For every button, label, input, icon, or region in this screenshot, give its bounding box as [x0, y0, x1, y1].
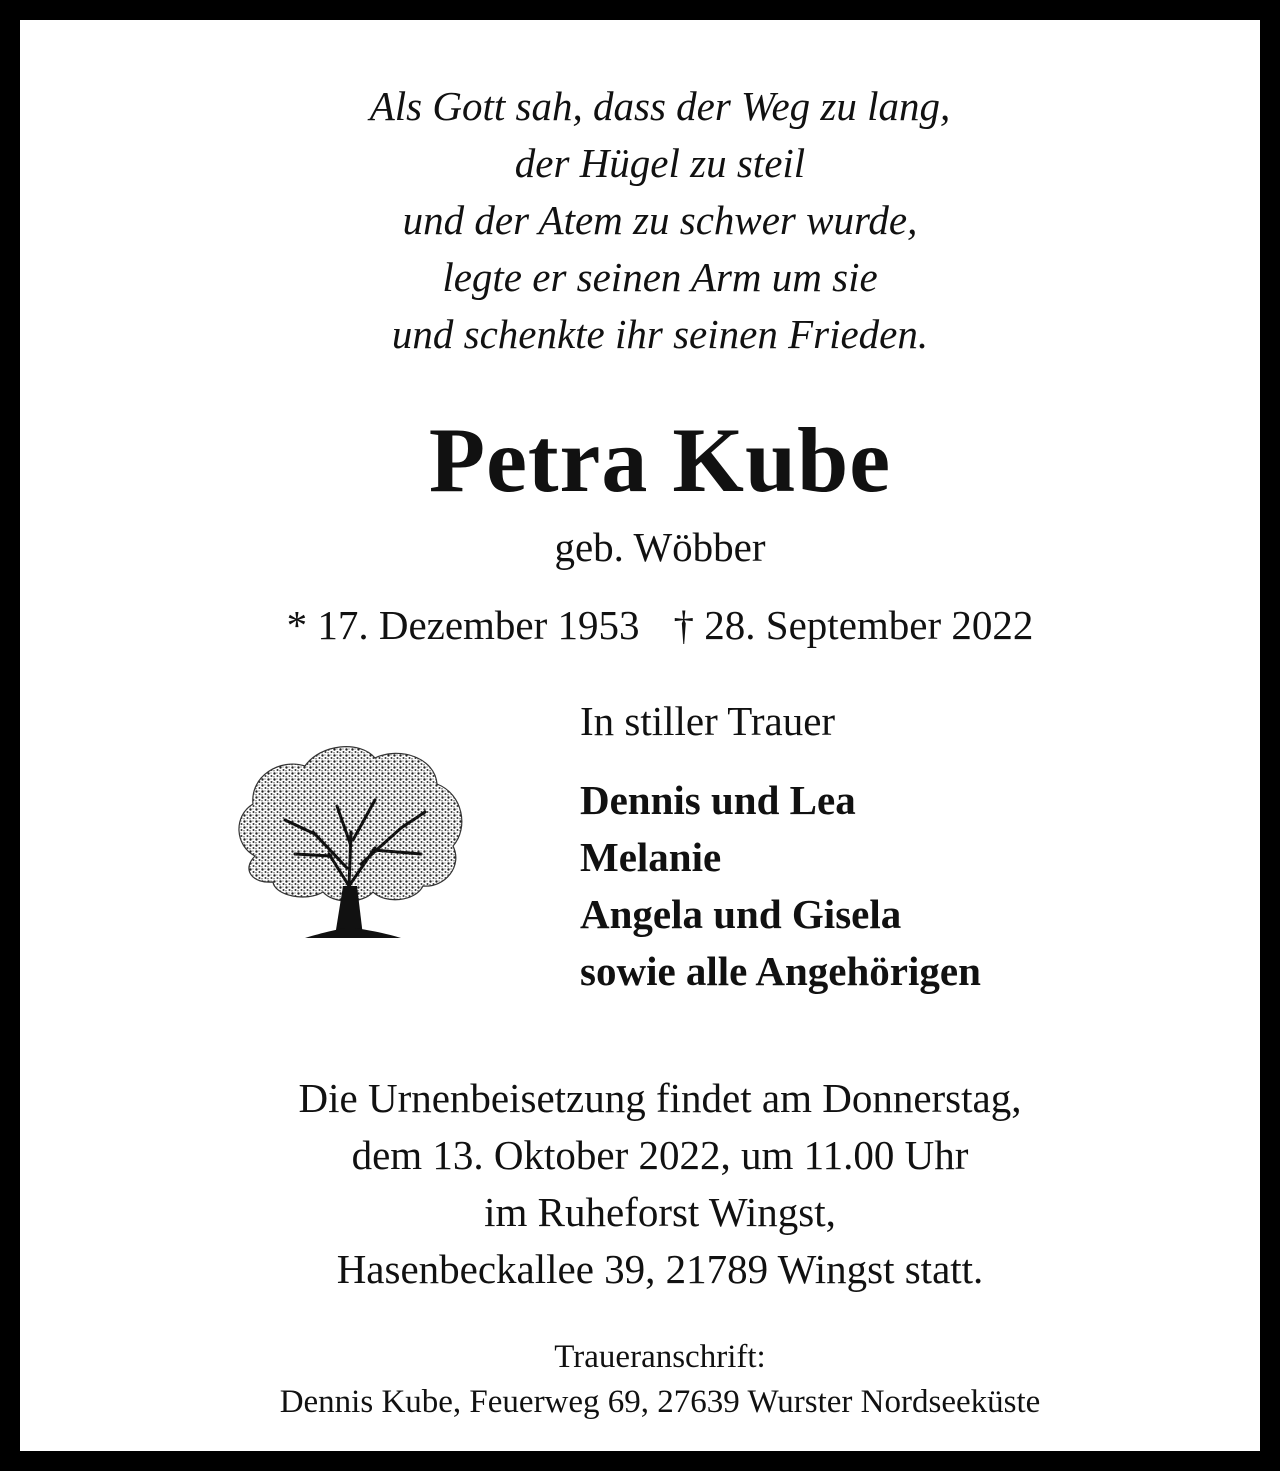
birth-name: geb. Wöbber — [554, 524, 766, 570]
poem-line: Als Gott sah, dass der Weg zu lang, — [369, 83, 951, 129]
birth-date: * 17. Dezember 1953 — [286, 602, 640, 648]
list-item: Dennis und Lea — [580, 777, 856, 823]
list-item: Melanie — [580, 834, 722, 880]
mourning-intro: In stiller Trauer — [580, 698, 836, 744]
list-item: sowie alle Angehörigen — [580, 948, 981, 994]
poem-line: legte er seinen Arm um sie — [442, 254, 878, 300]
service-line: Hasenbeckallee 39, 21789 Wingst statt. — [336, 1246, 984, 1292]
mourning-address: Dennis Kube, Feuerweg 69, 27639 Wurster Nordseeküste — [279, 1384, 1041, 1420]
life-dates — [20, 598, 1280, 652]
mourners-list — [580, 772, 981, 1000]
service-line: im Ruheforst Wingst, — [484, 1189, 836, 1235]
deceased-name: Petra Kube — [428, 409, 892, 511]
service-line: dem 13. Oktober 2022, um 11.00 Uhr — [351, 1132, 969, 1178]
poem-line: und der Atem zu schwer wurde, — [402, 197, 918, 243]
memorial-poem — [20, 78, 1280, 363]
list-item: Angela und Gisela — [580, 891, 902, 937]
poem-line: und schenkte ihr seinen Frieden. — [391, 311, 929, 357]
address-label: Traueranschrift: — [554, 1339, 766, 1375]
service-line: Die Urnenbeisetzung findet am Donnerstag, — [298, 1075, 1022, 1121]
tree-icon — [225, 736, 475, 946]
death-date: † 28. September 2022 — [673, 602, 1034, 648]
poem-line: der Hügel zu steil — [514, 140, 806, 186]
service-details — [20, 1070, 1280, 1298]
